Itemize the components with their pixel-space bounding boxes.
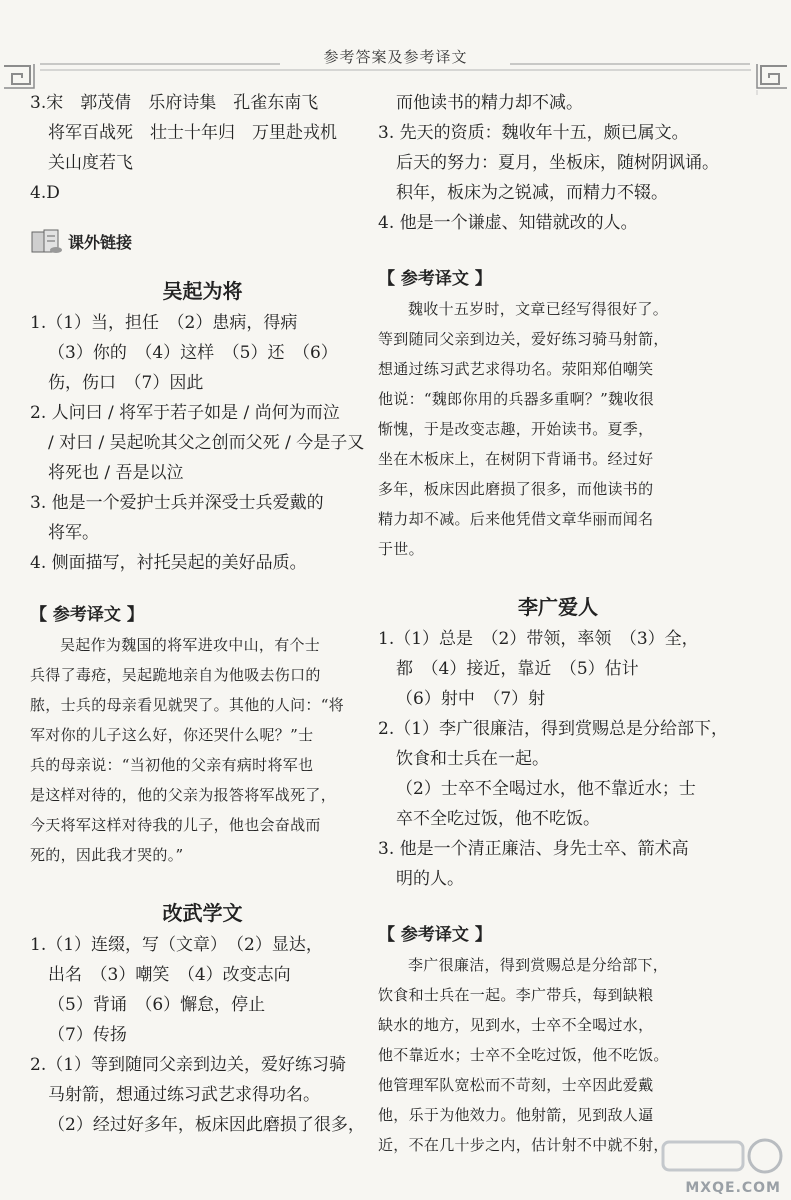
answer-line: 明的人。: [396, 869, 464, 889]
page-header: [0, 0, 791, 95]
translation-line: 李广很廉洁，得到赏赐总是分给部下，: [408, 956, 669, 974]
answer-line: 都 （4）接近，靠近 （5）估计: [396, 659, 639, 679]
reference-translation-label: 【 参考译文 】: [30, 605, 144, 625]
translation-line: 想通过练习武艺求得功名。荥阳郑伯嘲笑: [378, 360, 654, 378]
answer-line: （3）你的 （4）这样 （5）还 （6）: [48, 343, 338, 363]
answer-line: 卒不全吃过饭，他不吃饭。: [396, 809, 600, 829]
section-heading: [30, 224, 375, 258]
translation-line: 今天将军这样对待我的儿子，他也会奋战而: [30, 816, 321, 834]
answer-line: 关山度若飞: [48, 153, 133, 173]
translation-line: 军对你的儿子这么好，你还哭什么呢？”士: [30, 726, 314, 744]
translation-line: 兵的母亲说：“当初他的父亲有病时将军也: [30, 756, 314, 774]
answer-line: （2）士卒不全喝过水，他不靠近水；士: [396, 779, 696, 799]
answer-line: 积年，板床为之锐减，而精力不辍。: [396, 183, 668, 203]
answer-line: 1.（1）总是 （2）带领，率领 （3）全，: [378, 629, 699, 649]
translation-line: 缺水的地方，见到水，士卒不全喝过水，: [378, 1016, 654, 1034]
translation-line: 是这样对待的，他的父亲为报答将军战死了，: [30, 786, 337, 804]
answer-line: 后天的努力：夏月，坐板床，随树阴讽诵。: [396, 153, 719, 173]
answer-line: 将死也 / 吾是以泣: [48, 463, 184, 483]
translation-line: 吴起作为魏国的将军进攻中山，有个士: [60, 636, 321, 654]
answer-line: 4. 侧面描写，衬托吴起的美好品质。: [30, 553, 307, 573]
watermark-text: MXQE.COM: [685, 1180, 781, 1196]
translation-line: 他管理军队宽松而不苛刻，士卒因此爱戴: [378, 1076, 654, 1094]
answer-line: （5）背诵 （6）懈怠，停止: [48, 995, 266, 1015]
answer-line: （2）经过好多年，板床因此磨损了很多，: [48, 1115, 365, 1135]
translation-line: 于世。: [378, 540, 424, 558]
translation-line: 坐在木板床上，在树阴下背诵书。经过好: [378, 450, 654, 468]
answer-line: 2.（1）等到随同父亲到边关，爱好练习骑: [30, 1055, 347, 1075]
answer-line: 饮食和士兵在一起。: [396, 749, 549, 769]
translation-line: 魏收十五岁时，文章已经写得很好了。: [408, 300, 669, 318]
article-title: 改武学文: [162, 901, 243, 925]
translation-line: 兵得了毒疮，吴起跪地亲自为他吸去伤口的: [30, 666, 321, 684]
answer-line: 出名 （3）嘲笑 （4）改变志向: [48, 965, 291, 985]
article-title: 李广爱人: [518, 595, 598, 619]
answer-line: 3. 他是一个爱护士兵并深受士兵爱戴的: [30, 493, 324, 513]
answer-line: 将军百战死 壮士十年归 万里赴戎机: [48, 123, 337, 143]
translation-line: 饮食和士兵在一起。李广带兵，每到缺粮: [378, 986, 654, 1004]
article-title: 吴起为将: [162, 279, 243, 303]
translation-line: 近，不在几十步之内，估计射不中就不射，: [378, 1136, 669, 1154]
translation-line: 他不靠近水；士卒不全吃过饭，他不吃饭。: [378, 1046, 669, 1064]
translation-line: 惭愧，于是改变志趣，开始读书。夏季，: [378, 420, 654, 438]
answer-line: 2. 人问曰 / 将军于若子如是 / 尚何为而泣: [30, 403, 340, 423]
translation-line: 精力却不减。后来他凭借文章华丽而闻名: [378, 510, 654, 528]
answer-line: 将军。: [48, 523, 99, 543]
answer-line: 2.（1）李广很廉洁，得到赏赐总是分给部下，: [378, 719, 729, 739]
books-icon: [30, 226, 64, 256]
answer-line: 1.（1）连缀，写（文章） （2）显达，: [30, 935, 323, 955]
section-heading-label: 课外链接: [68, 232, 133, 252]
answer-line: （6）射中 （7）射: [396, 689, 546, 709]
answer-line: 4.D: [30, 183, 60, 203]
translation-line: 等到随同父亲到边关，爱好练习骑马射箭，: [378, 330, 669, 348]
answer-line: 3.宋 郭茂倩 乐府诗集 孔雀东南飞: [30, 93, 319, 113]
answer-line: 而他读书的精力却不减。: [396, 93, 583, 113]
answer-line: 马射箭，想通过练习武艺求得功名。: [48, 1085, 320, 1105]
answer-line: 4. 他是一个谦虚、知错就改的人。: [378, 213, 638, 233]
answer-line: （7）传扬: [48, 1025, 127, 1045]
translation-line: 多年，板床因此磨损了很多，而他读书的: [378, 480, 654, 498]
translation-line: 他说：“魏郎你用的兵器多重啊？”魏收很: [378, 390, 655, 408]
answer-line: 3. 先天的资质：魏收年十五，颇已属文。: [378, 123, 689, 143]
left-column: [30, 88, 375, 1140]
right-column: [378, 88, 738, 1160]
translation-line: 死的，因此我才哭的。”: [30, 846, 184, 864]
answer-line: 伤，伤口 （7）因此: [48, 373, 204, 393]
translation-line: 脓，士兵的母亲看见就哭了。其他的人问：“将: [30, 696, 344, 714]
answer-line: 3. 他是一个清正廉洁、身先士卒、箭术高: [378, 839, 689, 859]
answer-line: 1.（1）当，担任 （2）患病，得病: [30, 313, 298, 333]
header-title: 参考答案及参考译文: [323, 48, 468, 66]
answer-line: / 对曰 / 吴起吮其父之创而父死 / 今是子又: [48, 433, 365, 453]
reference-translation-label: 【 参考译文 】: [378, 925, 492, 945]
reference-translation-label: 【 参考译文 】: [378, 269, 492, 289]
translation-line: 他，乐于为他效力。他射箭，见到敌人逼: [378, 1106, 654, 1124]
